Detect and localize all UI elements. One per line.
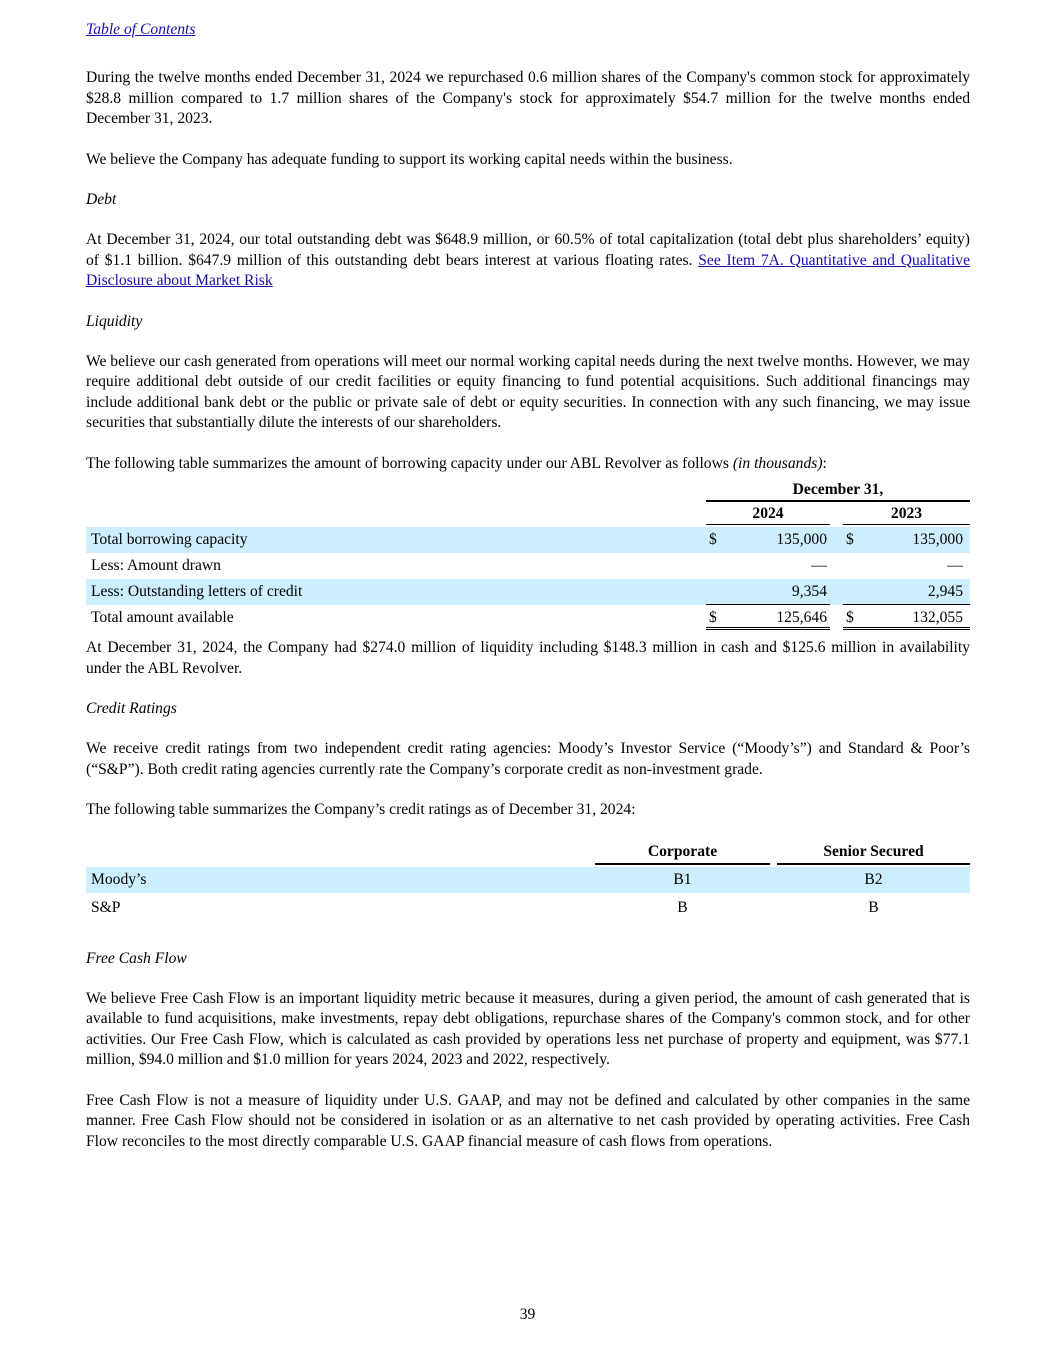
abl-header-2023: 2023 — [843, 504, 970, 525]
row-label: Total borrowing capacity — [91, 531, 248, 548]
value-2023: 2,945 — [927, 583, 963, 600]
liquidity-summary-paragraph: At December 31, 2024, the Company had $274.0 million of liquidity including $148.3 million in cash and $125.6 million in availability under the ABL Revolver. — [86, 639, 970, 677]
currency-symbol: $ — [709, 531, 717, 548]
debt-text: At December 31, 2024, our total outstanding debt was $648.9 million, or 60.5% of total capitalization (total debt plus shareholders’ equity) of $1.1 billion. $647.9 million of this outstanding debt bears interest at various floating rates. — [86, 231, 970, 269]
row-label: Total amount available — [91, 609, 234, 626]
credit-ratings-heading: Credit Ratings — [86, 700, 177, 717]
table-row — [86, 867, 970, 893]
abl-table — [86, 480, 970, 626]
currency-symbol: $ — [709, 609, 717, 626]
debt-paragraph — [86, 230, 970, 292]
document-page — [86, 18, 970, 1152]
value-2023: 135,000 — [912, 531, 963, 548]
abl-header-2024: 2024 — [706, 504, 830, 525]
liquidity-paragraph: We believe our cash generated from operations will meet our normal working capital needs during the next twelve months. However, we may require additional debt outside of our credit facilities or equity financing to fund potential acquisitions. Such additional financings may include additional bank debt or the public or private sale of debt or equity securities. In connection with any such financing, we may issue securities that substantially dilute the interests of our shareholders. — [86, 352, 970, 431]
abl-intro-text: The following table summarizes the amount of borrowing capacity under our ABL Revolver as follows — [86, 454, 729, 472]
table-row — [86, 605, 970, 631]
repurchase-paragraph: During the twelve months ended December 31, 2024 we repurchased 0.6 million shares of the Company's common stock for approximately $28.8 million compared to 1.7 million shares of the Company's stock for approximately $54.7 million for the twelve months ended December 31, 2023. — [86, 69, 970, 127]
row-label: Less: Outstanding letters of credit — [91, 583, 303, 600]
row-label: Less: Amount drawn — [91, 557, 221, 574]
table-row — [86, 579, 970, 605]
corporate-rating: B — [677, 898, 688, 916]
value-2024: 9,354 — [791, 583, 827, 600]
market-risk-link[interactable]: See Item 7A. Quantitative and Qualitative Disclosure about Market Risk — [86, 251, 970, 289]
table-row — [86, 553, 970, 579]
corporate-rating: B1 — [673, 870, 692, 888]
ratings-intro-paragraph: The following table summarizes the Company’s credit ratings as of December 31, 2024: — [86, 801, 636, 818]
agency-name: Moody’s — [91, 870, 147, 888]
currency-symbol: $ — [846, 531, 854, 548]
abl-intro-paragraph — [86, 454, 970, 475]
currency-symbol: $ — [846, 609, 854, 626]
liquidity-heading: Liquidity — [86, 312, 143, 330]
credit-ratings-paragraph: We receive credit ratings from two independent credit rating agencies: Moody’s Investor Service (“Moody’s”) and Standard & Poor’s (“S&P”). Both credit rating agencies currently rate the Company’s corporate credit as non-investment grade. — [86, 740, 970, 778]
ratings-header-senior-secured: Senior Secured — [777, 841, 970, 865]
ratings-header-corporate: Corporate — [595, 841, 770, 865]
abl-intro-units: (in thousands) — [732, 454, 823, 472]
value-2024: — — [811, 557, 827, 574]
senior-secured-rating: B — [868, 898, 879, 916]
ratings-table — [86, 841, 970, 925]
free-cash-flow-paragraph-2: Free Cash Flow is not a measure of liquidity under U.S. GAAP, and may not be defined and calculated by other companies in the same manner. Free Cash Flow should not be considered in isolation or as an alternative to net cash provided by operating activities. Free Cash Flow reconciles to the most directly comparable U.S. GAAP financial measure of cash flows from operations. — [86, 1091, 970, 1150]
table-row — [86, 895, 970, 921]
value-2023: — — [947, 557, 963, 574]
value-2024: 135,000 — [776, 531, 827, 548]
page-number: 39 — [519, 1306, 536, 1323]
agency-name: S&P — [91, 898, 121, 916]
funding-paragraph: We believe the Company has adequate funding to support its working capital needs within the business. — [86, 150, 733, 168]
table-of-contents-link[interactable]: Table of Contents — [86, 21, 196, 38]
debt-heading: Debt — [86, 191, 117, 208]
senior-secured-rating: B2 — [864, 870, 883, 888]
free-cash-flow-paragraph-1: We believe Free Cash Flow is an important liquidity metric because it measures, during a given period, the amount of cash generated that is available to fund acquisitions, make investments, repay debt obligations, repurchase shares of the Company's common stock, and for other activities. Our Free Cash Flow, which is calculated as cash provided by operations less net purchase of property and equipment, was $77.1 million, $94.0 million and $1.0 million for years 2024, 2023 and 2022, respectively. — [86, 989, 970, 1068]
value-2023: 132,055 — [912, 609, 963, 626]
table-row — [86, 527, 970, 553]
free-cash-flow-heading: Free Cash Flow — [86, 949, 187, 967]
value-2024: 125,646 — [776, 609, 827, 626]
abl-header-december: December 31, — [706, 480, 970, 502]
abl-intro-colon: : — [822, 454, 827, 472]
